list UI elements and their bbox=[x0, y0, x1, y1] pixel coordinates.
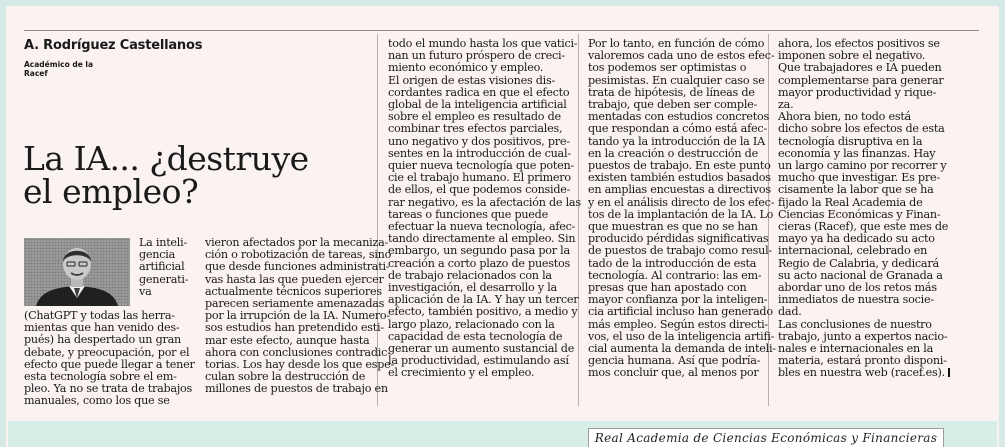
author-name: A. Rodríguez Castellanos bbox=[24, 38, 203, 53]
article-column-5: ahora, los efectos positivos se imponen sobre el negativo. Que trabajadores e IA pueden complementarse para generar mayor productividad y rique- za. Ahora bien, no todo está dicho sobre los efectos de esta tecnología disruptiva en la economía y las finanzas. Hay un largo camino por recorrer y mucho que investigar. Es pre- cisamente la labor que se ha fijado la Real Academia de Ciencias Económicas y Finan- cieras (Racef), que este mes de mayo ya ha dedicado su acto internacional, celebrado en Regio de Calabria, y dedicará su acto nacional de Granada a abordar uno de los retos más inmediatos de nuestra socie- dad. Las conclusiones de nuestro trabajo, junto a expertos nacio- nales e internacionales en la materia, estará pronto disponi- bles en nuestra web (racef.es). bbox=[778, 37, 949, 380]
brand-banner bbox=[588, 428, 944, 447]
end-of-article-mark bbox=[948, 368, 950, 377]
article-title: La IA... ¿destruye el empleo? bbox=[23, 139, 309, 211]
article-column-2: vieron afectados por la mecaniza- ción o robotización de tareas, sino que desde funciones administrati- vas hasta las que pueden ejercer actualmente técnicos superiores parecen seriamente amenazadas por la irrupción de la IA. Numero- sos estudios han pretendido esti- mar este efecto, aunque hasta ahora con conclusiones contradic- torias. Los hay desde los que espe- culan sobre la destrucción de millones de puestos de trabajo en bbox=[205, 236, 395, 396]
intro-wrap-text: La inteli- gencia artificial generati- va bbox=[139, 236, 189, 298]
author-photo bbox=[24, 238, 130, 306]
brand-name: Real Academia de Ciencias Económicas y Financieras bbox=[594, 431, 938, 445]
top-rule bbox=[24, 30, 979, 31]
article-column-1: (ChatGPT y todas las herra- mientas que han venido des- pués) ha despertado un gran debate, y preocupación, por el efecto que puede llegar a tener esta tecnología sobre el em- pleo. Ya no se trata de trabajos manuales, como los que se bbox=[24, 309, 195, 408]
article-column-4: Por lo tanto, en función de cómo valoremos cada uno de estos efec- tos podemos ser optimistas o pesimistas. En cualquier caso se trata de hipótesis, de líneas de trabajo, que deben ser comple- mentadas con estudios concretos que respondan a cómo está afec- tando ya la introducción de la IA en la creación o destrucción de puestos de trabajo. En este punto existen también estudios basados en amplias encuestas a directivos y en el análisis directo de los efec- tos de la implantación de la IA. Lo que muestran es que no se han producido pérdidas significativas de puestos de trabajo como resul- tado de la introducción de esta tecnología. Al contrario: las em- presas que han apostado con mayor confianza por la inteligen- cia artificial incluso han generado más empleo. Según estos directi- vos, el uso de la inteligencia artifi- cial aumenta la demanda de inteli- gencia humana. Así que podría- mos concluir que, al menos por bbox=[588, 37, 776, 380]
author-affiliation: Académico de la Racef bbox=[24, 60, 94, 78]
portrait-photo-icon bbox=[24, 238, 130, 306]
article-column-3: todo el mundo hasta los que vatici- nan un futuro próspero de creci- miento económico y empleo. El origen de estas visiones dis- cordantes radica en que el efecto global de la inteligencia artificial sobre el empleo es resultado de combinar tres efectos parciales, uno negativo y dos positivos, pre- sentes en la introducción de cual- quier nueva tecnología que poten- cie el trabajo humano. El primero de ellos, el que podemos conside- rar negativo, es la afectación de las tareas o funciones que puede efectuar la nueva tecnología, afec- tando directamente al empleo. Sin embargo, un segundo pasa por la creación a corto plazo de puestos de trabajo relacionados con la investigación, el desarrollo y la aplicación de la IA. Y hay un tercer efecto, también positivo, a medio y largo plazo, relacionado con la capacidad de esta tecnología de generar un aumento sustancial de la productividad, estimulando así el crecimiento y el empleo. bbox=[388, 37, 581, 380]
